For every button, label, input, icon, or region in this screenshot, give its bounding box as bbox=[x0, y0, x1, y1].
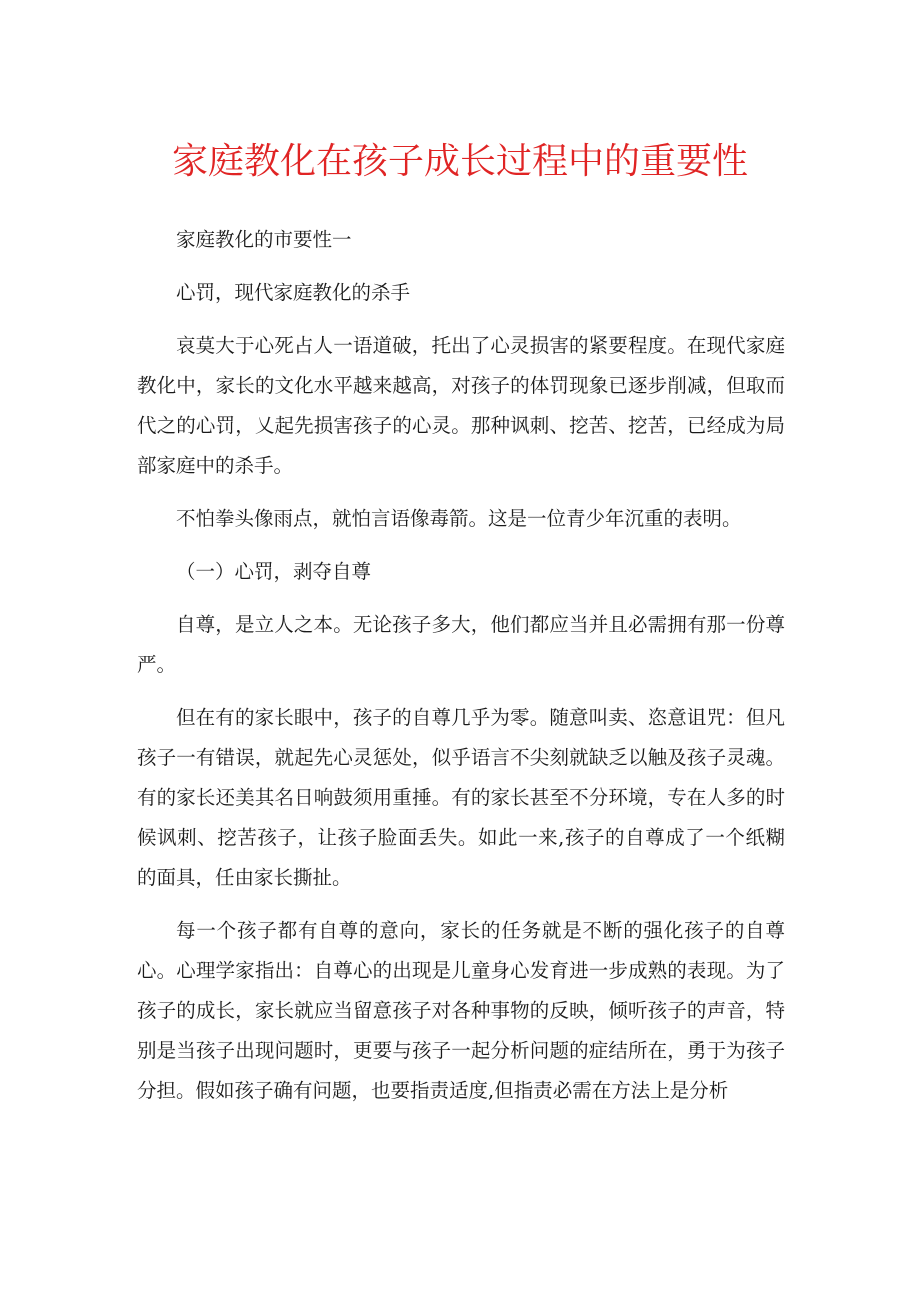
document-title: 家庭教化在孩子成长过程中的重要性 bbox=[171, 141, 748, 182]
paragraph: 自尊，是立人之本。无论孩子多大，他们都应当并且必需拥有那一份尊严。 bbox=[137, 613, 785, 676]
paragraph: 但在有的家长眼中，孩子的自尊几乎为零。随意叫卖、恣意诅咒：但凡孩子一有错误，就起先心灵惩处，似乎语言不尖刻就缺乏以触及孩子灵魂。有的家长还美其名日响鼓须用重捶。有的家长甚至不分环境，专在人多的时候讽刺、挖苦孩子，让孩子脸面丢失。如此一来,孩子的自尊成了一个纸糊的面具，任由家长撕扯。 bbox=[137, 706, 785, 889]
paragraph: 不怕拳头像雨点，就怕言语像毒箭。这是一位青少年沉重的表明。 bbox=[176, 507, 742, 530]
section-heading: （一）心罚，剥夺自尊 bbox=[176, 560, 372, 583]
paragraph: 每一个孩子都有自尊的意向，家长的任务就是不断的强化孩子的自尊心。心理学家指出：自尊心的出现是儿童身心发育进一步成熟的表现。为了孩子的成长，家长就应当留意孩子对各种事物的反映，倾听孩子的声音，特别是当孩子出现问题时，更要与孩子一起分析问题的症结所在，勇于为孩子分担。假如孩子确有问题，也要指责适度,但指责必需在方法上是分析 bbox=[137, 919, 785, 1102]
document-body bbox=[137, 220, 785, 1124]
paragraph: 心罚，现代家庭教化的杀手 bbox=[176, 281, 411, 304]
paragraph: 家庭教化的市要性一 bbox=[176, 228, 352, 251]
paragraph: 哀莫大于心死占人一语道破，托出了心灵损害的紧要程度。在现代家庭教化中，家长的文化水平越来越高，对孩子的体罚现象已逐步削减，但取而代之的心罚，乂起先损害孩子的心灵。那种讽刺、挖苦、挖苦，已经成为局部家庭中的杀手。 bbox=[137, 334, 785, 477]
